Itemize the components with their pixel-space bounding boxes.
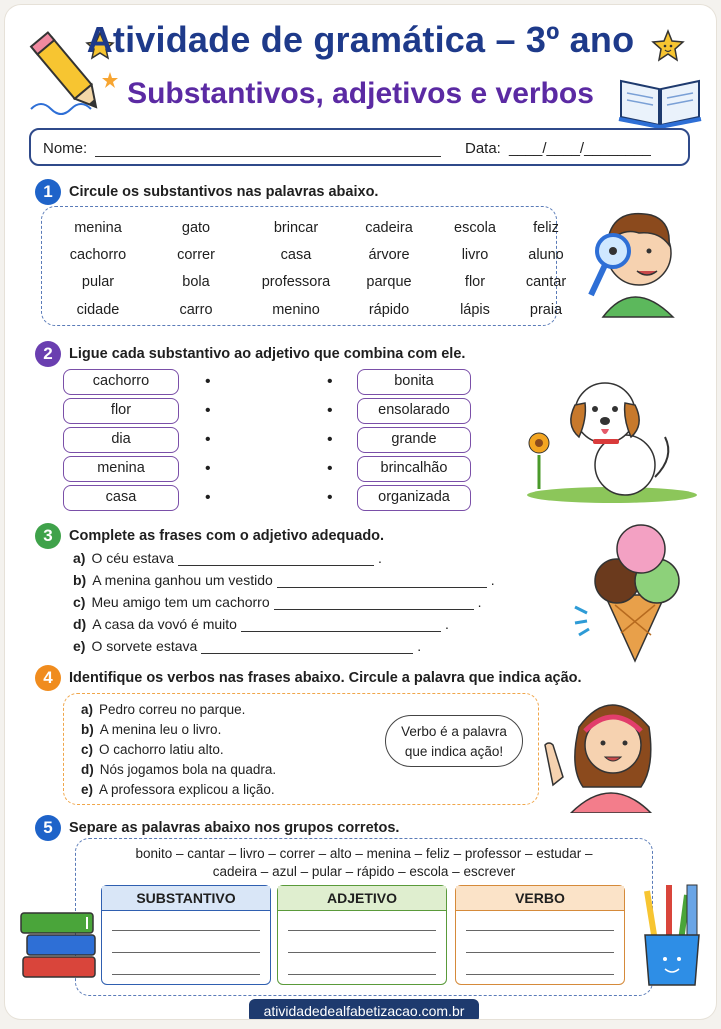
q3-sentence <box>73 638 421 654</box>
q4-item-text[interactable]: Nós jogamos bola na quadra. <box>99 762 277 777</box>
q4-item-letter: a) <box>81 702 94 717</box>
q5-word-line-2: cadeira – azul – pular – rápido – escola – escrever <box>212 864 516 879</box>
q2-adjective[interactable]: grande <box>357 427 471 453</box>
q2-noun-dot[interactable]: • <box>205 431 211 448</box>
q4-item-text[interactable]: A professora explicou a lição. <box>99 782 275 797</box>
q1-word[interactable]: parque <box>366 274 412 290</box>
q5-writing-line[interactable] <box>288 952 436 953</box>
q3-item-letter: e) <box>73 638 86 654</box>
q5-writing-line[interactable] <box>112 974 260 975</box>
q4-sentence[interactable] <box>81 742 224 757</box>
q3-answer-blank[interactable] <box>201 641 413 654</box>
q1-word[interactable]: cachorro <box>69 247 127 263</box>
q5-column-header: ADJETIVO <box>278 886 446 911</box>
q2-noun-dot[interactable]: • <box>205 460 211 477</box>
puppy-illustration <box>517 365 697 505</box>
q4-sentence[interactable] <box>81 762 276 777</box>
q3-item-letter: a) <box>73 550 86 566</box>
q3-sentence <box>73 594 482 610</box>
worksheet-page <box>5 5 716 1019</box>
girl-pointing-illustration <box>531 687 671 813</box>
q3-item-letter: d) <box>73 616 87 632</box>
q4-item-text[interactable]: O cachorro latiu alto. <box>99 742 224 757</box>
question-5-prompt: Separe as palavras abaixo nos grupos corretos. <box>69 820 400 836</box>
name-field[interactable] <box>95 156 441 157</box>
q3-answer-blank[interactable] <box>178 553 374 566</box>
q3-item-text: A menina ganhou um vestido <box>92 572 273 588</box>
q4-item-letter: c) <box>81 742 94 757</box>
q3-item-text: O sorvete estava <box>91 638 198 654</box>
q4-item-letter: b) <box>81 722 94 737</box>
q2-noun[interactable]: flor <box>63 398 179 424</box>
q3-item-text: Meu amigo tem um cachorro <box>91 594 270 610</box>
q1-word[interactable]: árvore <box>368 247 410 263</box>
q2-adjective-dot[interactable]: • <box>327 460 333 477</box>
q2-noun-dot[interactable]: • <box>205 489 211 506</box>
q3-item-text: O céu estava <box>91 550 174 566</box>
q1-word[interactable]: correr <box>177 247 215 263</box>
q4-item-text[interactable]: A menina leu o livro. <box>99 722 222 737</box>
q5-column[interactable] <box>277 885 447 985</box>
question-2-prompt: Ligue cada substantivo ao adjetivo que combina com ele. <box>69 346 466 362</box>
q3-answer-blank[interactable] <box>241 619 441 632</box>
date-field[interactable]: ____/____/________ <box>509 140 651 157</box>
q1-word[interactable]: brincar <box>273 220 319 236</box>
q1-word[interactable]: gato <box>181 220 211 236</box>
q2-noun[interactable]: menina <box>63 456 179 482</box>
q3-answer-blank[interactable] <box>274 597 474 610</box>
q3-item-end: . <box>377 550 382 566</box>
q4-item-letter: d) <box>81 762 94 777</box>
bubble-line-2: que indica ação! <box>404 744 504 759</box>
question-number-5: 5 <box>35 815 61 841</box>
q1-word[interactable]: carro <box>179 302 213 318</box>
q5-column-header: VERBO <box>456 886 624 911</box>
q5-writing-line[interactable] <box>288 974 436 975</box>
q5-writing-line[interactable] <box>466 930 614 931</box>
book-stack-icon <box>17 901 103 983</box>
q4-sentence[interactable] <box>81 702 245 717</box>
boy-magnifier-illustration <box>573 195 693 325</box>
q4-item-text[interactable]: Pedro correu no parque. <box>99 702 246 717</box>
q3-sentence <box>73 572 495 588</box>
q1-word-box <box>41 206 567 326</box>
q5-writing-line[interactable] <box>112 930 260 931</box>
q2-adjective-dot[interactable]: • <box>327 431 333 448</box>
q5-column-header: SUBSTANTIVO <box>102 886 270 911</box>
q3-item-letter: b) <box>73 572 87 588</box>
q1-word[interactable]: aluno <box>528 247 564 263</box>
q1-word[interactable]: casa <box>280 247 312 263</box>
q1-word[interactable]: cantar <box>525 274 567 290</box>
q2-adjective-dot[interactable]: • <box>327 402 333 419</box>
q1-word[interactable]: livro <box>461 247 489 263</box>
q2-adjective[interactable]: bonita <box>357 369 471 395</box>
q1-word[interactable]: menino <box>272 302 320 318</box>
q5-writing-line[interactable] <box>466 952 614 953</box>
question-number-3: 3 <box>35 523 61 549</box>
q1-word[interactable]: feliz <box>533 220 559 236</box>
q1-word[interactable]: menina <box>74 220 122 236</box>
q3-item-end: . <box>477 594 482 610</box>
name-date-bar <box>29 128 690 166</box>
question-3-prompt: Complete as frases com o adjetivo adequado. <box>69 528 385 544</box>
q3-sentence <box>73 616 449 632</box>
date-label: Data: <box>465 140 501 157</box>
q1-word[interactable]: cidade <box>76 302 120 318</box>
q3-item-text: A casa da vovó é muito <box>92 616 237 632</box>
q5-column[interactable] <box>455 885 625 985</box>
q2-adjective-dot[interactable]: • <box>327 489 333 506</box>
q3-answer-blank[interactable] <box>277 575 487 588</box>
question-4-prompt: Identifique os verbos nas frases abaixo. Circule a palavra que indica ação. <box>69 670 582 686</box>
page-title: Atividade de gramática – 3º ano <box>86 19 635 60</box>
pencil-cup-icon <box>637 881 707 991</box>
ice-cream-illustration <box>565 515 695 665</box>
q4-sentence[interactable] <box>81 782 275 797</box>
q2-noun[interactable]: cachorro <box>63 369 179 395</box>
q5-writing-line[interactable] <box>288 930 436 931</box>
q2-adjective[interactable]: brincalhão <box>357 456 471 482</box>
page-subtitle: Substantivos, adjetivos e verbos <box>127 77 594 110</box>
bubble-line-1: Verbo é a palavra <box>401 724 507 739</box>
q5-writing-line[interactable] <box>112 952 260 953</box>
question-1-prompt: Circule os substantivos nas palavras abaixo. <box>69 184 379 200</box>
q2-noun-dot[interactable]: • <box>205 402 211 419</box>
name-label: Nome: <box>43 140 88 157</box>
q2-noun[interactable]: casa <box>63 485 179 511</box>
q2-adjective-dot[interactable]: • <box>327 373 333 390</box>
q1-word[interactable]: professora <box>261 274 331 290</box>
q3-sentence <box>73 550 382 566</box>
footer-site: atividadedealfabetizacao.com.br <box>249 999 479 1019</box>
q5-column[interactable] <box>101 885 271 985</box>
q1-word[interactable]: flor <box>464 274 486 290</box>
q1-word[interactable]: rápido <box>368 302 410 318</box>
verb-tip-bubble <box>385 715 523 767</box>
q1-word[interactable]: lápis <box>460 302 490 318</box>
q1-word[interactable]: escola <box>454 220 496 236</box>
q2-noun[interactable]: dia <box>63 427 179 453</box>
q3-item-end: . <box>417 638 422 654</box>
q2-adjective[interactable]: organizada <box>357 485 471 511</box>
q1-word[interactable]: praia <box>529 302 563 318</box>
question-number-1: 1 <box>35 179 61 205</box>
question-number-4: 4 <box>35 665 61 691</box>
q3-item-end: . <box>490 572 495 588</box>
q2-noun-dot[interactable]: • <box>205 373 211 390</box>
q2-adjective[interactable]: ensolarado <box>357 398 471 424</box>
q3-item-letter: c) <box>73 594 86 610</box>
q4-item-letter: e) <box>81 782 94 797</box>
question-number-2: 2 <box>35 341 61 367</box>
q1-word[interactable]: cadeira <box>365 220 413 236</box>
q4-sentence[interactable] <box>81 722 221 737</box>
q1-word[interactable]: bola <box>182 274 210 290</box>
q3-item-end: . <box>444 616 449 632</box>
q5-word-line-1: bonito – cantar – livro – correr – alto – menina – feliz – professor – estudar – <box>135 846 593 861</box>
q5-writing-line[interactable] <box>466 974 614 975</box>
q1-word[interactable]: pular <box>81 274 115 290</box>
